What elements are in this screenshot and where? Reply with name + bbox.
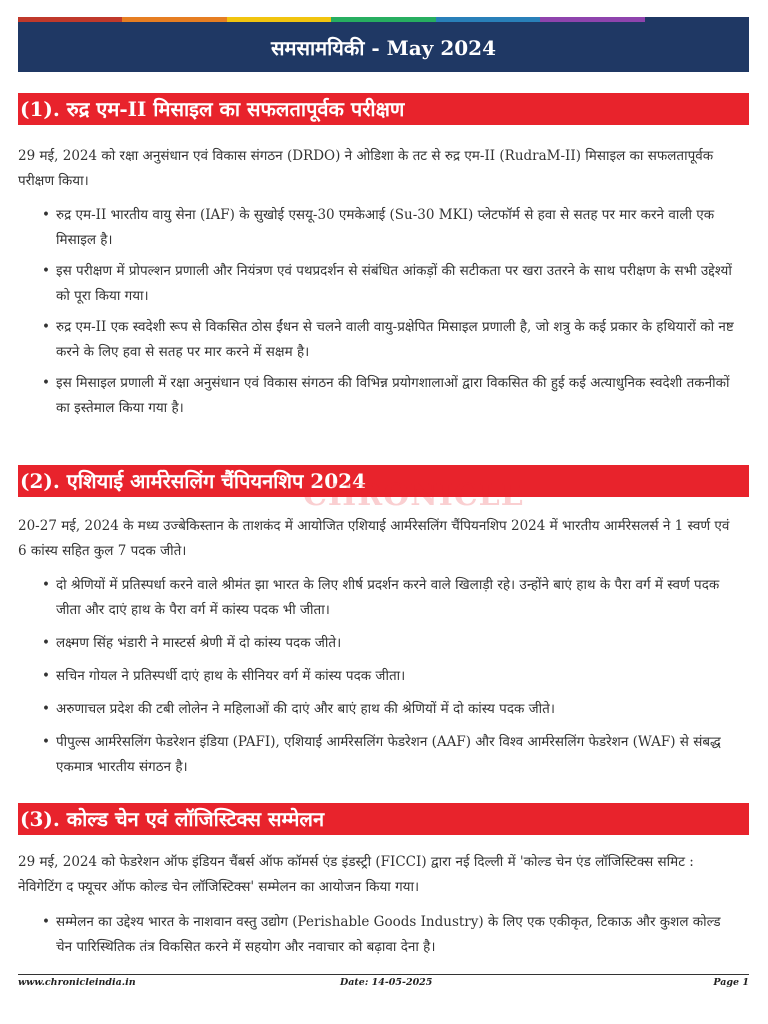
footer-website: www.chronicleindia.in: [18, 977, 136, 988]
list-item: • अरुणाचल प्रदेश की टबी लोलेन ने महिलाओं की दाएं और बाएं हाथ की श्रेणियों में दो कांस्य पदक जीते।: [40, 697, 740, 722]
footer-page-number: Page 1: [713, 977, 749, 988]
list-item: • रुद्र एम-II भारतीय वायु सेना (IAF) के सुखोई एसयू-30 एमकेआई (Su-30 MKI) प्लेटफॉर्म से हवा से सतह पर मार करने वाली एक मिसाइल है।: [40, 203, 740, 253]
watermark-logo: CHRONICLE: [303, 478, 525, 513]
page-footer: [18, 977, 749, 991]
list-item: • पीपुल्स आर्मरेसलिंग फेडरेशन इंडिया (PAFI), एशियाई आर्मरेसलिंग फेडरेशन (AAF) और विश्व आर्मरेसलिंग फेडरेशन (WAF) से संबद्ध एकमात्र भारतीय संगठन है।: [40, 730, 740, 780]
section-3-heading: (3). कोल्ड चेन एवं लॉजिस्टिक्स सम्मेलन: [18, 803, 749, 835]
list-item: • लक्ष्मण सिंह भंडारी ने मास्टर्स श्रेणी में दो कांस्य पदक जीते।: [40, 631, 740, 656]
section-2-bullets: [40, 573, 740, 780]
section-2-intro: 20-27 मई, 2024 के मध्य उज्बेकिस्तान के ताशकंद में आयोजित एशियाई आर्मरेसलिंग चैंपियनशिप 2024 में भारतीय आर्मरेसलर्स ने 1 स्वर्ण एवं 6 कांस्य सहित कुल 7 पदक जीते।: [18, 518, 730, 559]
section-1-heading: (1). रुद्र एम-II मिसाइल का सफलतापूर्वक परीक्षण: [18, 93, 749, 125]
page-title-banner: [18, 22, 749, 72]
section-1-bullets: [40, 203, 740, 421]
section-2-heading: (2). एशियाई आर्मरेसलिंग चैंपियनशिप 2024: [18, 465, 749, 497]
list-item: • इस मिसाइल प्रणाली में रक्षा अनुसंधान एवं विकास संगठन की विभिन्न प्रयोगशालाओं द्वारा विकसित की हुई कई अत्याधुनिक स्वदेशी तकनीकों का इस्तेमाल किया गया है।: [40, 371, 740, 421]
list-item: • रुद्र एम-II एक स्वदेशी रूप से विकसित ठोस ईंधन से चलने वाली वायु-प्रक्षेपित मिसाइल प्रणाली है, जो शत्रु के कई प्रकार के हथियारों को नष्ट करने के लिए हवा से सतह पर मार करने में सक्षम है।: [40, 315, 740, 365]
footer-date: Date: 14-05-2025: [340, 977, 433, 988]
list-item: • सम्मेलन का उद्देश्य भारत के नाशवान वस्तु उद्योग (Perishable Goods Industry) के लिए एक एकीकृत, टिकाऊ और कुशल कोल्ड चेन पारिस्थितिक तंत्र विकसित करने में सहयोग और नवाचार को बढ़ावा देना है।: [40, 910, 740, 960]
footer-divider: [18, 974, 749, 975]
page-title: समसामयिकी - May 2024: [270, 35, 497, 60]
section-1-intro: 29 मई, 2024 को रक्षा अनुसंधान एवं विकास संगठन (DRDO) ने ओडिशा के तट से रुद्र एम-II (RudraM-II) मिसाइल का सफलतापूर्वक परीक्षण किया।: [18, 148, 714, 189]
list-item: • दो श्रेणियों में प्रतिस्पर्धा करने वाले श्रीमंत झा भारत के लिए शीर्ष प्रदर्शन करने वाले खिलाड़ी रहे। उन्होंने बाएं हाथ के पैरा वर्ग में स्वर्ण पदक जीता और दाएं हाथ के पैरा वर्ग में कांस्य पदक भी जीता।: [40, 573, 740, 623]
section-3-bullets: [40, 910, 740, 972]
section-3-intro: 29 मई, 2024 को फेडरेशन ऑफ इंडियन चैंबर्स ऑफ कॉमर्स एंड इंडस्ट्री (FICCI) द्वारा नई दिल्ली में 'कोल्ड चेन एंड लॉजिस्टिक्स समिट : नेविगेटिंग द फ्यूचर ऑफ कोल्ड चेन लॉजिस्टिक्स' सम्मेलन का आयोजन किया गया।: [18, 854, 694, 895]
list-item: • सचिन गोयल ने प्रतिस्पर्धी दाएं हाथ के सीनियर वर्ग में कांस्य पदक जीता।: [40, 664, 740, 689]
list-item: • इस परीक्षण में प्रोपल्शन प्रणाली और नियंत्रण एवं पथप्रदर्शन से संबंधित आंकड़ों की सटीकता पर खरा उतरने के साथ परीक्षण के सभी उद्देश्यों को पूरा किया गया।: [40, 259, 740, 309]
